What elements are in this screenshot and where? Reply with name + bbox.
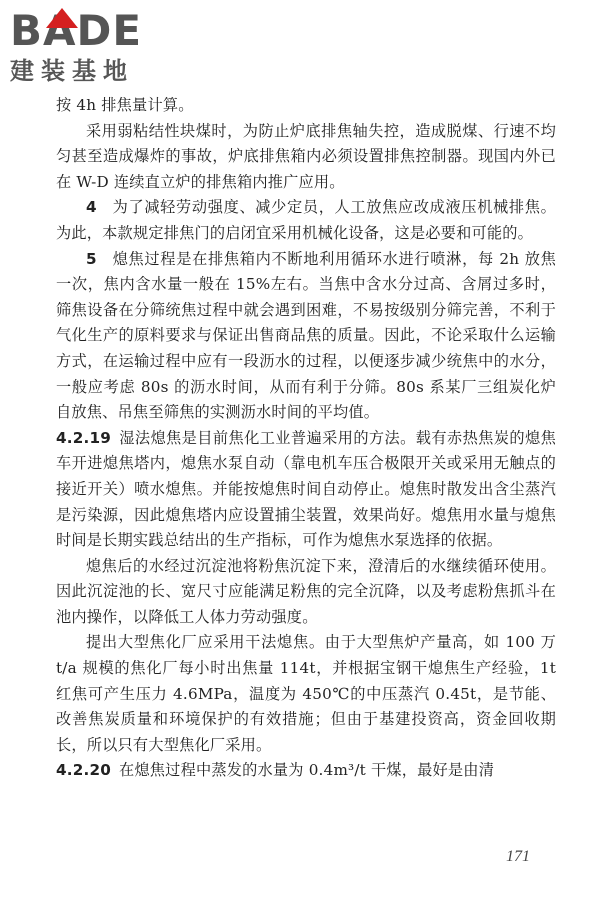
paragraph-8-text: 在熄焦过程中蒸发的水量为 0.4m³/t 干煤，最好是由清 — [119, 761, 495, 780]
paragraph-7 — [56, 630, 556, 758]
item-number-5: 5 — [86, 249, 97, 268]
clause-number-4-2-20: 4.2.20 — [56, 761, 112, 780]
logo-wordmark: BADE — [10, 6, 143, 55]
page-number: 171 — [506, 848, 530, 865]
paragraph-5 — [56, 426, 556, 554]
item-number-4: 4 — [86, 198, 97, 217]
paragraph-5-text: 湿法熄焦是目前焦化工业普遍采用的方法。载有赤热焦炭的熄焦车开进熄焦塔内，熄焦水泵自动（靠电机车压合极限开关或采用无触点的接近开关）喷水熄焦。并能按熄焦时间自动停止。熄焦时散发出含尘蒸汽是污染源，因此熄焦塔内应设置捕尘装置，效果尚好。熄焦用水量与熄焦时间是长期实践总结出的生产指标，可作为熄焦水泵选择的依据。 — [56, 428, 556, 550]
paragraph-3-text: 为了减轻劳动强度、减少定员，人工放焦应改成液压机械排焦。为此，本款规定排焦门的启闭宜采用机械化设备，这是必要和可能的。 — [56, 198, 556, 242]
paragraph-1 — [56, 93, 556, 119]
paragraph-2-text: 采用弱粘结性块煤时，为防止炉底排焦轴失控，造成脱煤、行速不均匀甚至造成爆炸的事故，炉底排焦箱内必须设置排焦控制器。现国内外已在 W-D 连续直立炉的排焦箱内推广应用。 — [56, 121, 556, 191]
logo-subtitle: 建装基地 — [10, 57, 134, 85]
clause-number-4-2-19: 4.2.19 — [56, 428, 112, 447]
bade-logo — [10, 8, 180, 88]
paragraph-4-text: 熄焦过程是在排焦箱内不断地利用循环水进行喷淋，每 2h 放焦一次，焦内含水量一般在 15%左右。当焦中含水分过高、含屑过多时，筛焦设备在分筛统焦过程中就会遇到困难，不易按级别分筛完善，不利于气化生产的原料要求与保证出售商品焦的质量。因此，不论采取什么运输方式，在运输过程中应有一段沥水的过程，以便逐步减少统焦中的水分，一般应考虑 80s 的沥水时间，从而有利于分筛。80s 系某厂三组炭化炉自放焦、吊焦至筛焦的实测沥水时间的平均值。 — [56, 249, 556, 422]
document-body — [56, 93, 556, 784]
paragraph-7-text: 提出大型焦化厂应采用干法熄焦。由于大型焦炉产量高，如 100 万 t/a 规模的焦化厂每小时出焦量 114t，并根据宝钢干熄焦生产经验，1t 红焦可产生压力 4.6MPa，温度为 450℃的中压蒸汽 0.45t，是节能、改善焦炭质量和环境保护的有效措施；但由于基建投资高，资金回收期长，所以只有大型焦化厂采用。 — [56, 633, 556, 754]
paragraph-6-text: 熄焦后的水经过沉淀池将粉焦沉淀下来，澄清后的水继续循环使用。因此沉淀池的长、宽尺寸应能满足粉焦的完全沉降，以及考虑粉焦抓斗在池内操作，以降低工人体力劳动强度。 — [56, 556, 556, 626]
logo-red-triangle-icon — [46, 8, 78, 28]
paragraph-4 — [56, 247, 556, 426]
paragraph-3 — [56, 195, 556, 246]
paragraph-6 — [56, 554, 556, 631]
paragraph-8 — [56, 758, 556, 784]
paragraph-1-text: 按 4h 排焦量计算。 — [56, 96, 194, 114]
paragraph-2 — [56, 119, 556, 196]
